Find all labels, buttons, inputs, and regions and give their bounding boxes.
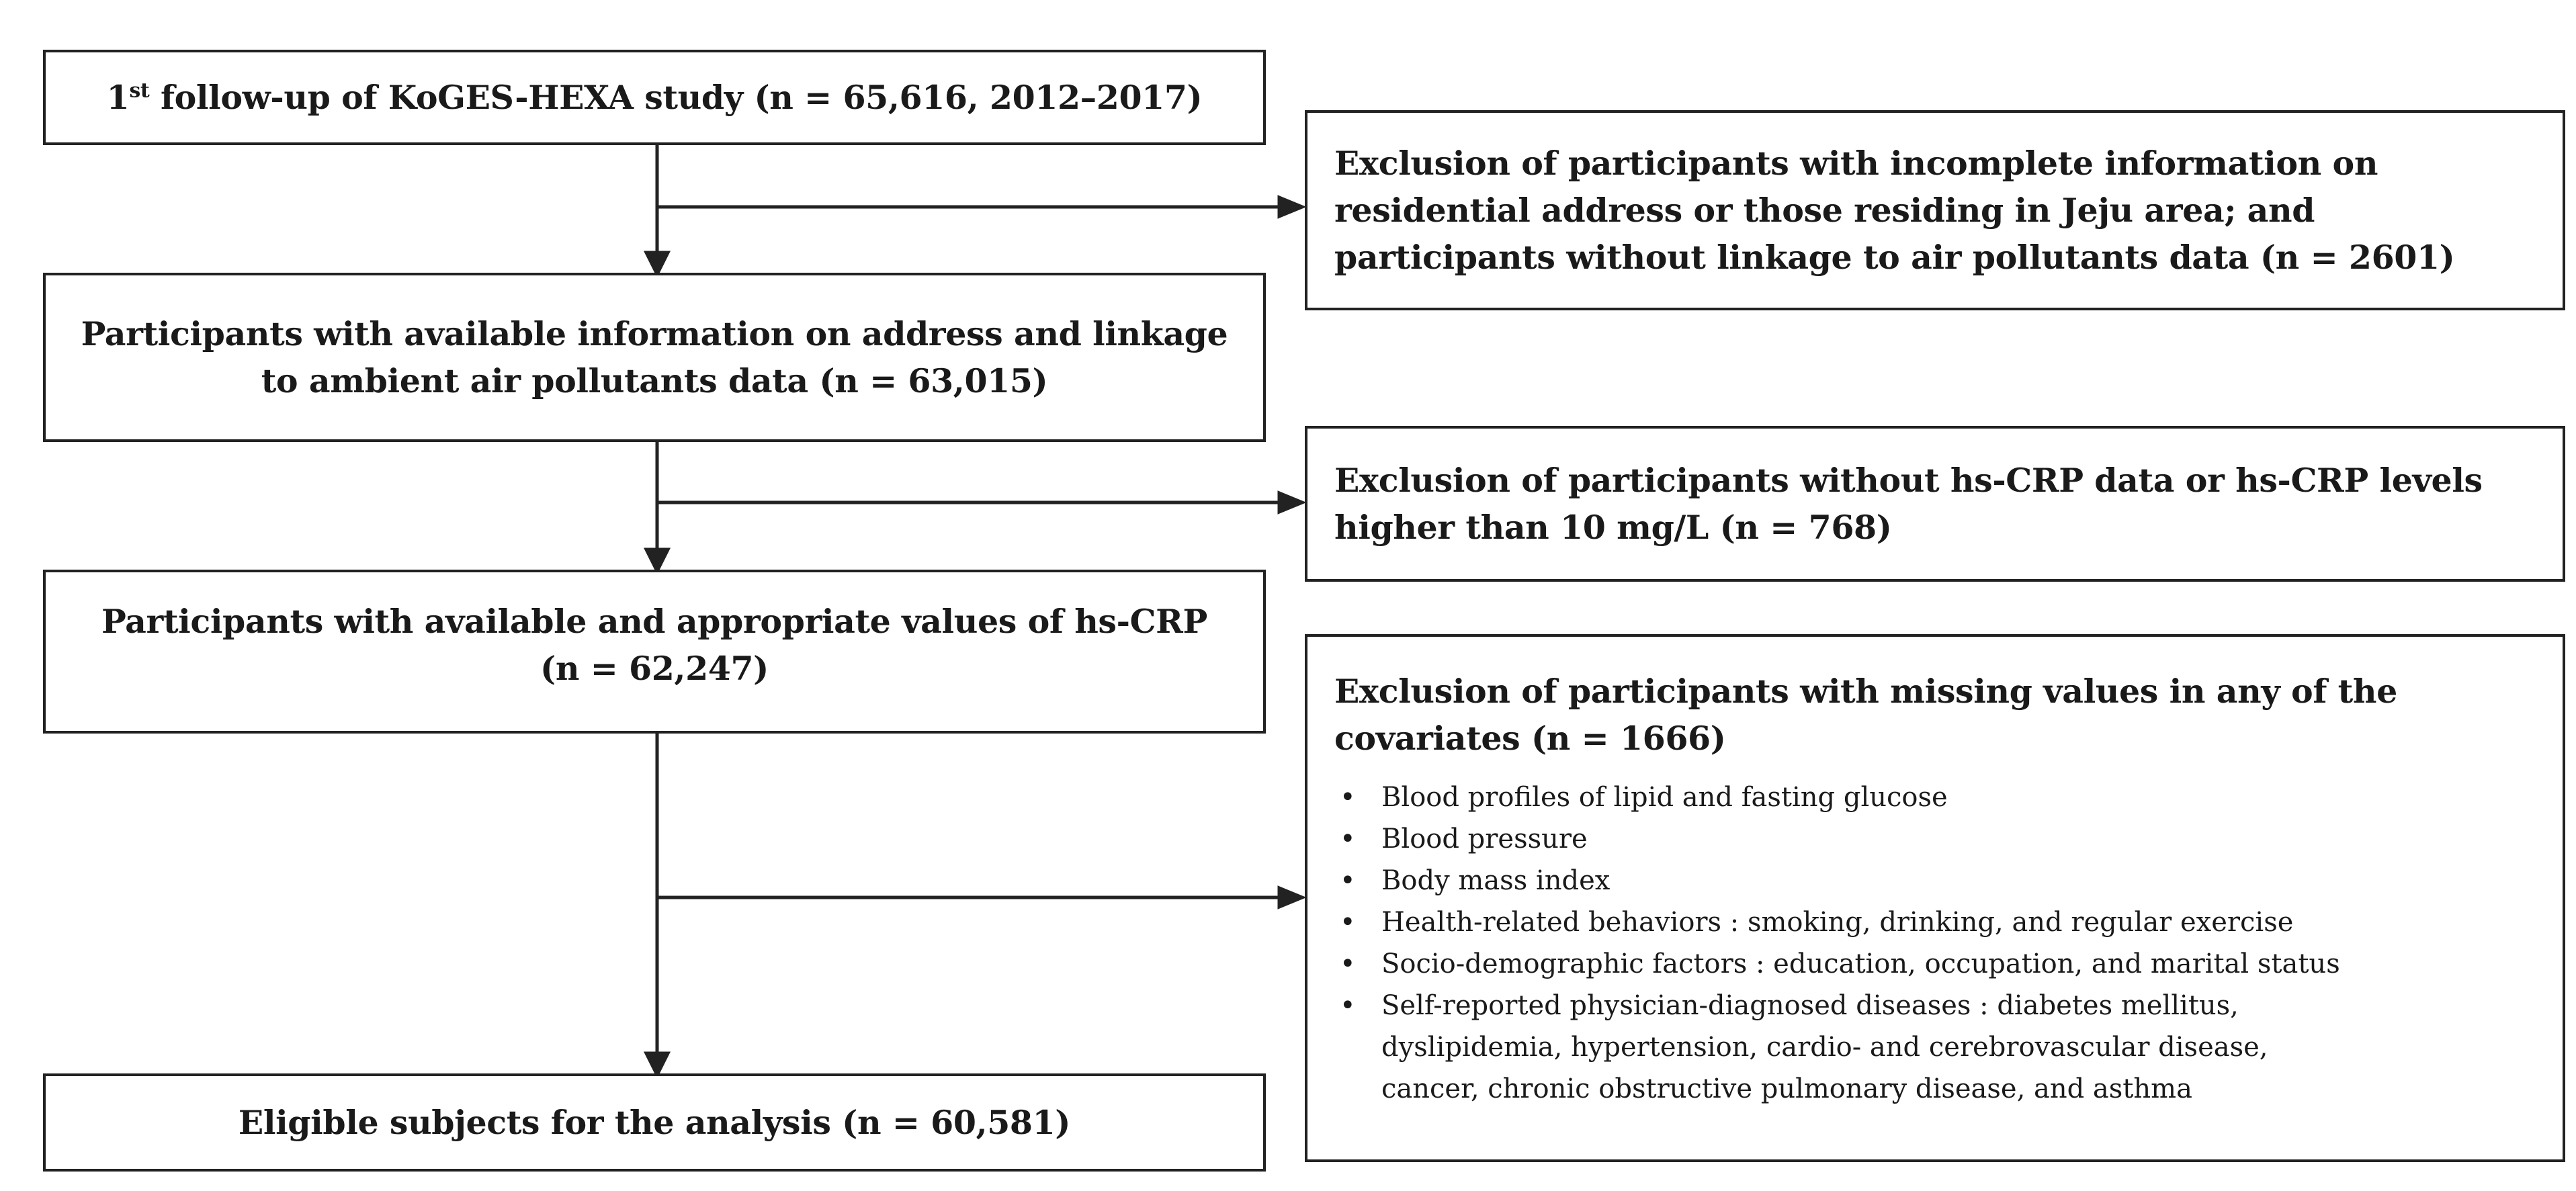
exclusion-3-box: [1305, 634, 2565, 1162]
covariate-item-continuation: dyslipidemia, hypertension, cardio- and cerebrovascular disease,: [1381, 1032, 2268, 1063]
exclusion-2-box: [1305, 426, 2565, 582]
bullet-dot: •: [1340, 824, 1356, 854]
step-1-box: [43, 50, 1266, 145]
covariate-item-continuation: cancer, chronic obstructive pulmonary disease, and asthma: [1381, 1073, 2192, 1104]
bullet-dot: •: [1340, 949, 1356, 979]
step-2-box: [43, 273, 1266, 442]
exclusion-1-line-3: participants without linkage to air pollutants data (n = 2601): [1334, 238, 2455, 277]
covariate-item: • Self-reported physician-diagnosed diseases : diabetes mellitus,: [1334, 985, 2542, 1026]
exclusion-1-line-1: Exclusion of participants with incomplete information on: [1334, 144, 2378, 183]
arrowhead-step2: [646, 253, 668, 274]
step-3-line-1: Participants with available and appropriate values of hs-CRP: [101, 602, 1207, 641]
covariate-item: • Socio-demographic factors : education, occupation, and marital status: [1334, 943, 2542, 985]
exclusion-1-line-2: residential address or those residing in Jeju area; and: [1334, 191, 2315, 230]
exclusion-2-line-1: Exclusion of participants without hs-CRP data or hs-CRP levels: [1334, 461, 2483, 500]
step-3-box: [43, 570, 1266, 734]
exclusion-3-line-2: covariates (n = 1666): [1334, 719, 1726, 758]
step-1-text: 1st follow-up of KoGES-HEXA study (n = 65,616, 2012–2017): [106, 78, 1203, 117]
exclusion-1-box: [1305, 110, 2565, 310]
step-2-line-2: to ambient air pollutants data (n = 63,015): [261, 361, 1048, 400]
step-4-box: [43, 1073, 1266, 1172]
arrowhead-exclusion3: [1279, 888, 1302, 907]
exclusion-2-line-2: higher than 10 mg/L (n = 768): [1334, 508, 1892, 547]
step-4-text: Eligible subjects for the analysis (n = 60,581): [238, 1103, 1071, 1142]
arrowhead-step3: [646, 549, 668, 571]
bullet-dot: •: [1340, 990, 1356, 1021]
covariate-list: [1334, 777, 2542, 1110]
bullet-dot: •: [1340, 907, 1356, 938]
step-3-line-2: (n = 62,247): [540, 649, 769, 688]
covariate-item: • Body mass index: [1334, 860, 2542, 901]
arrowhead-step4: [646, 1053, 668, 1075]
covariate-item: • Blood profiles of lipid and fasting glucose: [1334, 777, 2542, 818]
arrowhead-exclusion2: [1279, 493, 1302, 512]
arrowhead-exclusion1: [1279, 197, 1302, 216]
covariate-item: • Health-related behaviors : smoking, drinking, and regular exercise: [1334, 901, 2542, 943]
bullet-dot: •: [1340, 865, 1356, 896]
step-2-line-1: Participants with available information on address and linkage: [81, 314, 1228, 353]
exclusion-3-line-1: Exclusion of participants with missing values in any of the: [1334, 672, 2397, 711]
bullet-dot: •: [1340, 782, 1356, 813]
covariate-item: • Blood pressure: [1334, 818, 2542, 860]
